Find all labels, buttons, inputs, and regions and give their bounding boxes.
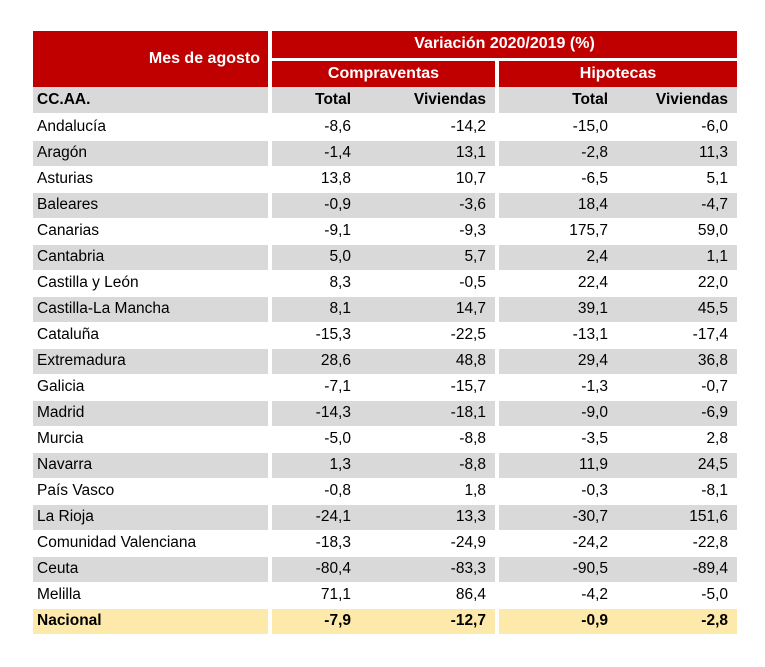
row-label: La Rioja bbox=[33, 504, 270, 530]
value-cell: 5,7 bbox=[360, 244, 497, 270]
value-cell: 29,4 bbox=[497, 348, 617, 374]
value-cell: 71,1 bbox=[270, 582, 360, 608]
table-row bbox=[33, 218, 737, 244]
table-row bbox=[33, 192, 737, 218]
table-row bbox=[33, 270, 737, 296]
value-cell: -18,3 bbox=[270, 530, 360, 556]
value-cell: -22,8 bbox=[617, 530, 737, 556]
group-header-variacion: Variación 2020/2019 (%) bbox=[270, 31, 737, 59]
value-cell: 175,7 bbox=[497, 218, 617, 244]
table-row bbox=[33, 530, 737, 556]
row-label: Ceuta bbox=[33, 556, 270, 582]
value-cell: -15,3 bbox=[270, 322, 360, 348]
column-header-ccaa: CC.AA. bbox=[33, 87, 270, 114]
value-cell: -5,0 bbox=[617, 582, 737, 608]
value-cell: 13,8 bbox=[270, 166, 360, 192]
table-row bbox=[33, 140, 737, 166]
value-cell: -0,9 bbox=[270, 192, 360, 218]
column-header-hipotecas-viviendas: Viviendas bbox=[617, 87, 737, 114]
value-cell: -6,9 bbox=[617, 400, 737, 426]
row-label: Cantabria bbox=[33, 244, 270, 270]
value-cell: -1,3 bbox=[497, 374, 617, 400]
value-cell: 2,4 bbox=[497, 244, 617, 270]
value-cell: 48,8 bbox=[360, 348, 497, 374]
value-cell: -8,1 bbox=[617, 478, 737, 504]
value-cell: -7,9 bbox=[270, 608, 360, 634]
value-cell: -14,3 bbox=[270, 400, 360, 426]
value-cell: 1,1 bbox=[617, 244, 737, 270]
value-cell: -9,3 bbox=[360, 218, 497, 244]
table-row bbox=[33, 400, 737, 426]
row-label: Nacional bbox=[33, 608, 270, 634]
row-label: Baleares bbox=[33, 192, 270, 218]
value-cell: 1,8 bbox=[360, 478, 497, 504]
row-label: Cataluña bbox=[33, 322, 270, 348]
value-cell: -12,7 bbox=[360, 608, 497, 634]
value-cell: -9,1 bbox=[270, 218, 360, 244]
value-cell: 8,1 bbox=[270, 296, 360, 322]
value-cell: -7,1 bbox=[270, 374, 360, 400]
value-cell: -1,4 bbox=[270, 140, 360, 166]
corner-header-mes-de-agosto: Mes de agosto bbox=[33, 31, 270, 87]
value-cell: -8,6 bbox=[270, 114, 360, 140]
table-row bbox=[33, 426, 737, 452]
row-label: Madrid bbox=[33, 400, 270, 426]
value-cell: -15,0 bbox=[497, 114, 617, 140]
value-cell: 18,4 bbox=[497, 192, 617, 218]
value-cell: -83,3 bbox=[360, 556, 497, 582]
value-cell: 14,7 bbox=[360, 296, 497, 322]
row-label: Extremadura bbox=[33, 348, 270, 374]
value-cell: -17,4 bbox=[617, 322, 737, 348]
value-cell: -3,5 bbox=[497, 426, 617, 452]
value-cell: -0,8 bbox=[270, 478, 360, 504]
value-cell: 22,4 bbox=[497, 270, 617, 296]
value-cell: 11,9 bbox=[497, 452, 617, 478]
value-cell: 45,5 bbox=[617, 296, 737, 322]
header-row-columns bbox=[33, 87, 737, 114]
table-row bbox=[33, 452, 737, 478]
row-label: Navarra bbox=[33, 452, 270, 478]
value-cell: -18,1 bbox=[360, 400, 497, 426]
value-cell: -4,2 bbox=[497, 582, 617, 608]
value-cell: 86,4 bbox=[360, 582, 497, 608]
table-row-nacional bbox=[33, 608, 737, 634]
table-row bbox=[33, 348, 737, 374]
value-cell: 13,1 bbox=[360, 140, 497, 166]
value-cell: -15,7 bbox=[360, 374, 497, 400]
row-label: País Vasco bbox=[33, 478, 270, 504]
row-label: Castilla-La Mancha bbox=[33, 296, 270, 322]
value-cell: -4,7 bbox=[617, 192, 737, 218]
column-header-hipotecas-total: Total bbox=[497, 87, 617, 114]
value-cell: 10,7 bbox=[360, 166, 497, 192]
table-row bbox=[33, 478, 737, 504]
table-row bbox=[33, 244, 737, 270]
row-label: Comunidad Valenciana bbox=[33, 530, 270, 556]
table-row bbox=[33, 556, 737, 582]
value-cell: -0,9 bbox=[497, 608, 617, 634]
value-cell: 5,1 bbox=[617, 166, 737, 192]
value-cell: 39,1 bbox=[497, 296, 617, 322]
value-cell: 11,3 bbox=[617, 140, 737, 166]
row-label: Canarias bbox=[33, 218, 270, 244]
value-cell: 28,6 bbox=[270, 348, 360, 374]
value-cell: 1,3 bbox=[270, 452, 360, 478]
table-row bbox=[33, 296, 737, 322]
row-label: Andalucía bbox=[33, 114, 270, 140]
table-row bbox=[33, 114, 737, 140]
value-cell: -6,0 bbox=[617, 114, 737, 140]
row-label: Galicia bbox=[33, 374, 270, 400]
value-cell: -24,2 bbox=[497, 530, 617, 556]
table-body bbox=[33, 114, 737, 634]
table-row bbox=[33, 322, 737, 348]
table-row bbox=[33, 166, 737, 192]
value-cell: -8,8 bbox=[360, 426, 497, 452]
row-label: Aragón bbox=[33, 140, 270, 166]
section-header-compraventas: Compraventas bbox=[270, 59, 497, 87]
value-cell: 8,3 bbox=[270, 270, 360, 296]
value-cell: -14,2 bbox=[360, 114, 497, 140]
value-cell: -13,1 bbox=[497, 322, 617, 348]
value-cell: 5,0 bbox=[270, 244, 360, 270]
table-row bbox=[33, 504, 737, 530]
value-cell: -8,8 bbox=[360, 452, 497, 478]
value-cell: -2,8 bbox=[617, 608, 737, 634]
value-cell: -24,9 bbox=[360, 530, 497, 556]
section-header-hipotecas: Hipotecas bbox=[497, 59, 737, 87]
value-cell: -90,5 bbox=[497, 556, 617, 582]
value-cell: -6,5 bbox=[497, 166, 617, 192]
column-header-compraventas-viviendas: Viviendas bbox=[360, 87, 497, 114]
value-cell: -89,4 bbox=[617, 556, 737, 582]
value-cell: 24,5 bbox=[617, 452, 737, 478]
value-cell: -0,7 bbox=[617, 374, 737, 400]
value-cell: -0,3 bbox=[497, 478, 617, 504]
value-cell: 59,0 bbox=[617, 218, 737, 244]
row-label: Castilla y León bbox=[33, 270, 270, 296]
header-row-group bbox=[33, 31, 737, 59]
value-cell: -30,7 bbox=[497, 504, 617, 530]
row-label: Asturias bbox=[33, 166, 270, 192]
value-cell: 13,3 bbox=[360, 504, 497, 530]
value-cell: -22,5 bbox=[360, 322, 497, 348]
table-row bbox=[33, 582, 737, 608]
value-cell: -0,5 bbox=[360, 270, 497, 296]
value-cell: 22,0 bbox=[617, 270, 737, 296]
row-label: Murcia bbox=[33, 426, 270, 452]
value-cell: -2,8 bbox=[497, 140, 617, 166]
value-cell: -24,1 bbox=[270, 504, 360, 530]
variation-table bbox=[33, 31, 737, 635]
value-cell: 36,8 bbox=[617, 348, 737, 374]
value-cell: -3,6 bbox=[360, 192, 497, 218]
value-cell: 151,6 bbox=[617, 504, 737, 530]
value-cell: -80,4 bbox=[270, 556, 360, 582]
table-row bbox=[33, 374, 737, 400]
value-cell: -9,0 bbox=[497, 400, 617, 426]
column-header-compraventas-total: Total bbox=[270, 87, 360, 114]
row-label: Melilla bbox=[33, 582, 270, 608]
value-cell: -5,0 bbox=[270, 426, 360, 452]
value-cell: 2,8 bbox=[617, 426, 737, 452]
